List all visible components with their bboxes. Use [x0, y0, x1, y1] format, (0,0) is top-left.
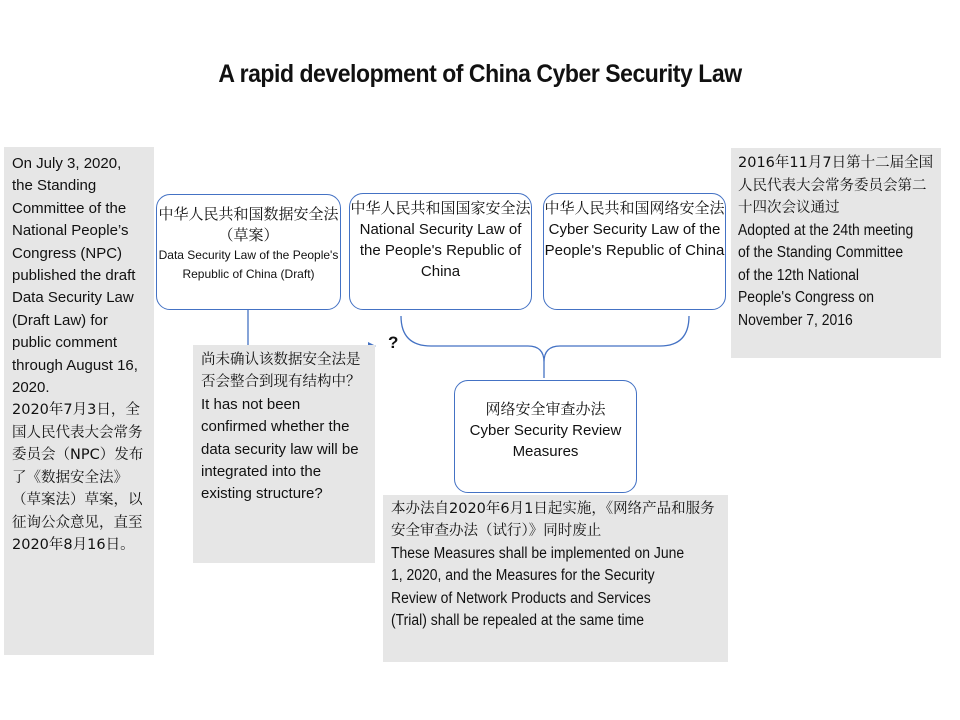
bottom-note [383, 495, 728, 662]
mid-note [193, 345, 375, 563]
mid-note-en: It has not been confirmed whether the data security law will be integrated into the existing structure? [201, 395, 359, 503]
data-security-law-en: Data Security Law of the People's Republic of China (Draft) [158, 248, 339, 281]
page-title: A rapid development of China Cyber Security Law [218, 60, 742, 88]
cyber-security-law-box [543, 193, 726, 310]
bottom-note-en: These Measures shall be implemented on June 1, 2020, and the Measures for the Security Review of Network Products and Services (Trial) shall be repealed at the same time [391, 544, 685, 630]
national-security-law-cn: 中华人民共和国国家安全法 [350, 199, 531, 217]
review-measures-en: Cyber Security Review Measures [469, 422, 622, 460]
review-measures-cn: 网络安全审查办法 [485, 400, 606, 418]
bottom-note-cn: 本办法自2020年6月1日起实施，《网络产品和服务安全审查办法（试行）》同时废止 [391, 501, 715, 540]
left-note-en: On July 3, 2020, the Standing Committee of the National People’s Congress (NPC) published the draft Data Security Law (Draft Law) for public comment through August 16, 2020. [12, 155, 138, 397]
question-mark: ? [388, 333, 399, 352]
data-security-law-cn: 中华人民共和国数据安全法（草案） [158, 205, 339, 244]
national-security-law-en: National Security Law of the People's Republic of China [359, 221, 522, 280]
review-measures-box [454, 380, 637, 493]
national-security-law-box [349, 193, 532, 310]
left-note-cn: 2020年7月3日，全国人民代表大会常务委员会（NPC）发布了《数据安全法》（草案法）草案，以征询公众意见，直至2020年8月16日。 [12, 402, 144, 553]
cyber-security-law-en: Cyber Security Law of the People's Republic of China [544, 221, 725, 259]
mid-note-cn: 尚未确认该数据安全法是否会整合到现有结构中？ [201, 352, 361, 391]
right-note-en: Adopted at the 24th meeting of the Standing Committee of the 12th National People's Congress on November 7, 2016 [738, 221, 914, 329]
data-security-law-box [156, 194, 341, 310]
cyber-security-law-cn: 中华人民共和国网络安全法 [544, 199, 725, 217]
data-law-arrow [248, 310, 369, 346]
bracket-brace [401, 316, 689, 378]
right-note-cn: 2016年11月7日第十二届全国人民代表大会常务委员会第二十四次会议通过 [738, 155, 934, 216]
